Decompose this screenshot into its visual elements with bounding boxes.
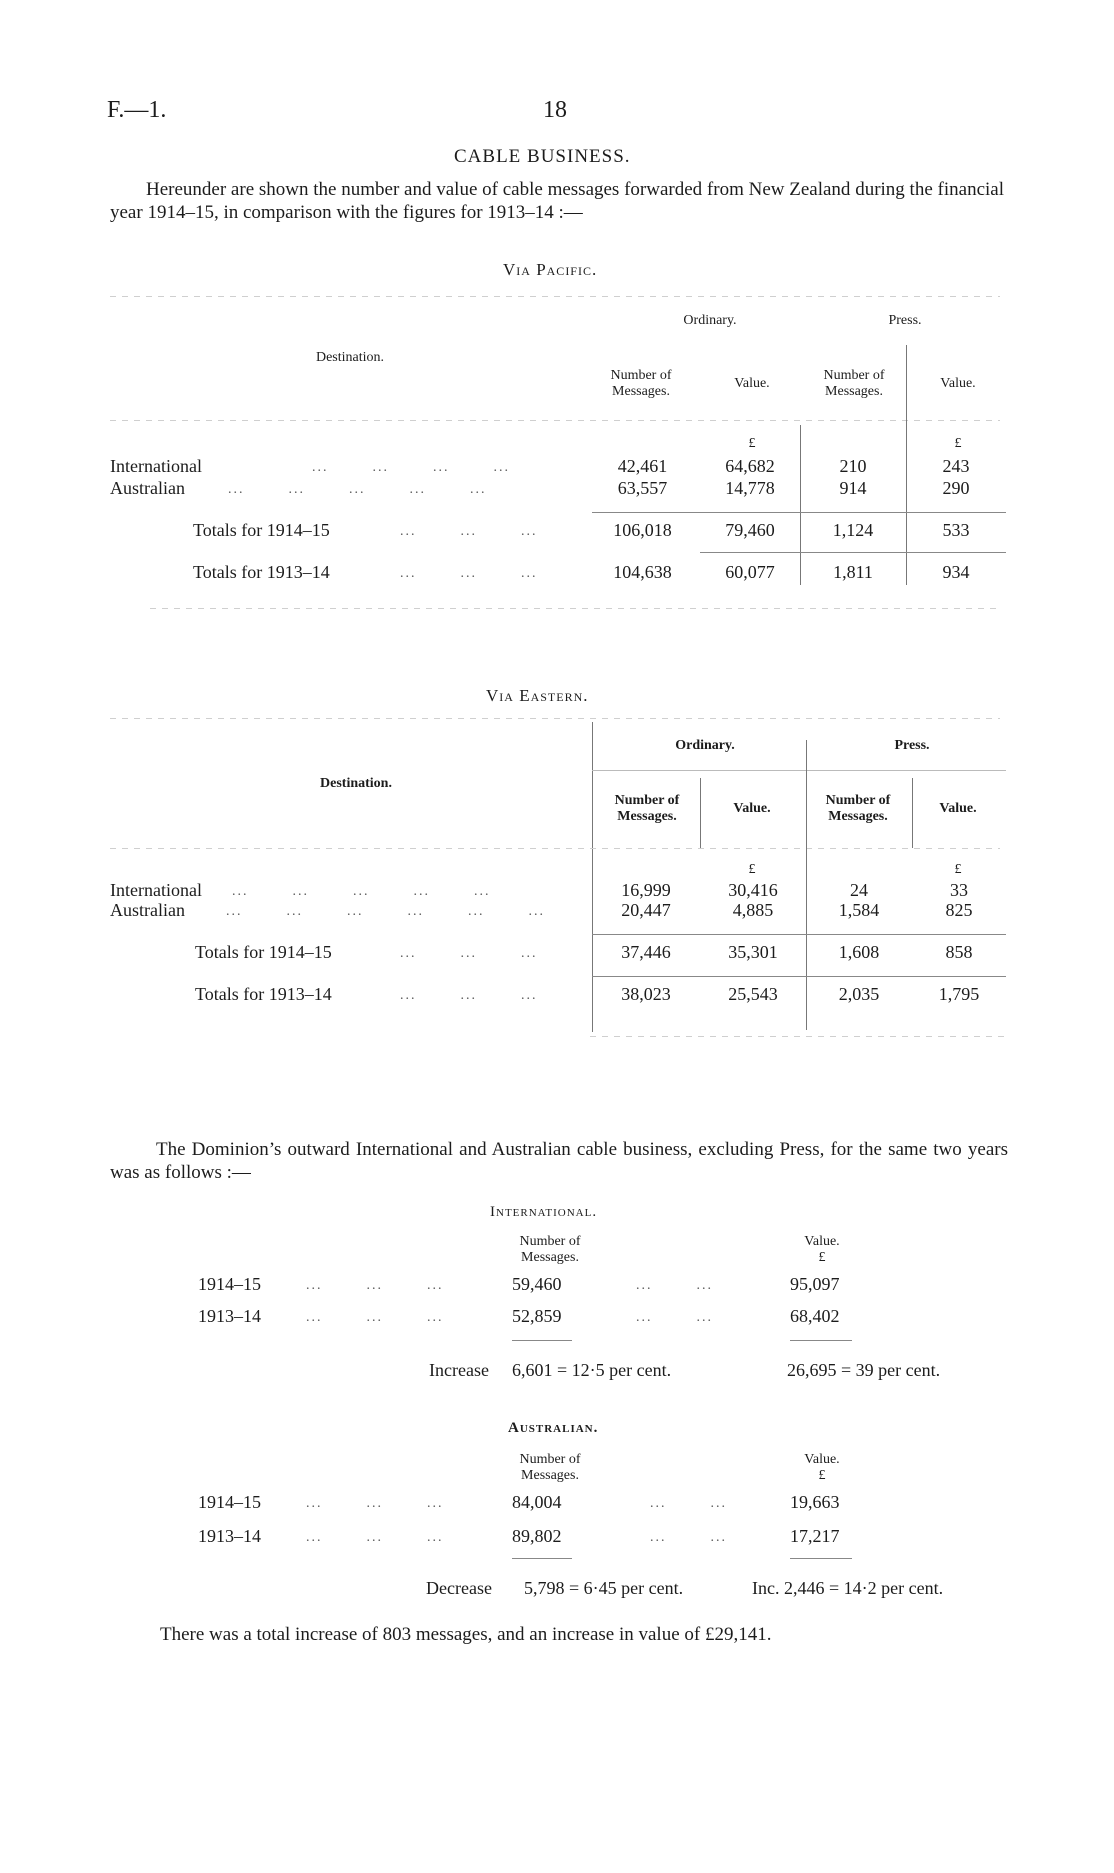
pacific-totals-rule — [700, 552, 1006, 553]
pacific-ord-value-header: Value. — [734, 376, 770, 391]
eastern-ord-num: 16,999 — [621, 880, 671, 900]
eastern-ord-currency: £ — [748, 862, 756, 877]
pacific-ord-currency: £ — [748, 436, 756, 451]
eastern-bottom-rule — [590, 1036, 1006, 1037]
eastern-caption: Via Eastern. — [486, 686, 589, 705]
eastern-total-press-num: 1,608 — [838, 942, 880, 962]
summary-paragraph: The Dominion’s outward International and Australian cable business, excluding Press, for the same two years was as follows :— — [110, 1139, 1008, 1183]
pacific-ord-num: 63,557 — [617, 478, 668, 498]
aus-val: 17,217 — [790, 1526, 840, 1546]
intl-value-header: Value. — [804, 1234, 840, 1249]
pacific-total-press-val: 533 — [942, 520, 970, 540]
report-code: F.—1. — [107, 97, 167, 123]
leader-dots: ... ... ... — [306, 1496, 444, 1511]
pacific-total-ord-num: 106,018 — [613, 520, 672, 540]
eastern-row-label: Australian — [110, 900, 185, 920]
leader-dots: ... ... ... — [306, 1310, 444, 1325]
aus-val: 19,663 — [790, 1492, 840, 1512]
aus-year: 1913–14 — [198, 1526, 261, 1546]
pacific-header-rule — [110, 420, 1000, 421]
eastern-press-currency: £ — [954, 862, 962, 877]
eastern-total-label: Totals for 1913–14 — [195, 984, 332, 1004]
pacific-row-label: International — [110, 456, 202, 476]
eastern-row-label: International — [110, 880, 202, 900]
aus-change-num: 5,798 = 6·45 per cent. — [524, 1578, 684, 1598]
intl-val: 95,097 — [790, 1274, 840, 1294]
eastern-totals-rule — [592, 976, 1006, 977]
eastern-header-rule — [110, 848, 1000, 849]
pacific-press-num: 210 — [839, 456, 867, 476]
eastern-press-number-header: Number of Messages. — [825, 793, 891, 824]
pacific-ord-val: 14,778 — [725, 478, 775, 498]
eastern-total-press-val: 858 — [945, 942, 973, 962]
pacific-top-rule — [110, 296, 1000, 297]
pacific-ord-val: 64,682 — [725, 456, 775, 476]
leader-dots: ... ... ... ... ... — [232, 884, 491, 899]
eastern-ord-number-header: Number of Messages. — [614, 793, 680, 824]
pacific-total-press-num: 1,811 — [833, 562, 873, 582]
eastern-ord-val: 4,885 — [732, 900, 774, 920]
leader-dots: ... ... ... ... — [312, 460, 510, 475]
eastern-group-rule — [592, 770, 1006, 771]
eastern-total-ord-num: 38,023 — [621, 984, 671, 1004]
pacific-divider-1 — [800, 425, 801, 585]
page-number: 18 — [543, 97, 567, 123]
eastern-press-val: 33 — [950, 880, 968, 900]
eastern-ord-val: 30,416 — [728, 880, 778, 900]
aus-change-label: Decrease — [426, 1578, 492, 1598]
leader-dots: ... ... ... — [400, 524, 538, 539]
pacific-total-ord-num: 104,638 — [613, 562, 672, 582]
intro-paragraph: Hereunder are shown the number and value of cable messages forwarded from New Zealand during the financial year 1914–15, in comparison with the figures for 1913–14 :— — [110, 179, 1004, 223]
eastern-destination-header: Destination. — [320, 776, 392, 791]
aus-num: 84,004 — [512, 1492, 562, 1512]
australian-caption: Australian. — [508, 1420, 599, 1436]
eastern-ord-num: 20,447 — [621, 900, 671, 920]
pacific-total-ord-val: 79,460 — [725, 520, 775, 540]
intl-number-header: Number of Messages. — [519, 1234, 581, 1265]
pacific-total-ord-val: 60,077 — [725, 562, 775, 582]
eastern-divider-3 — [912, 778, 913, 848]
pacific-press-value-header: Value. — [940, 376, 976, 391]
leader-dots: ... ... ... — [306, 1278, 444, 1293]
eastern-press-header: Press. — [894, 738, 930, 753]
pacific-press-val: 243 — [942, 456, 970, 476]
eastern-total-ord-val: 35,301 — [728, 942, 778, 962]
leader-dots: ... ... — [650, 1530, 727, 1545]
pacific-press-header: Press. — [888, 313, 922, 328]
intl-change-num: 6,601 = 12·5 per cent. — [512, 1360, 672, 1380]
pacific-destination-header: Destination. — [315, 350, 385, 365]
aus-number-header: Number of Messages. — [519, 1452, 581, 1483]
aus-currency: £ — [818, 1468, 826, 1483]
eastern-total-label: Totals for 1914–15 — [195, 942, 332, 962]
intl-change-val: 26,695 = 39 per cent. — [787, 1360, 941, 1380]
eastern-ord-value-header: Value. — [733, 801, 771, 816]
intl-sum-rule — [512, 1340, 572, 1341]
pacific-ord-number-header: Number of Messages. — [610, 368, 672, 399]
intl-change-label: Increase — [429, 1360, 489, 1380]
eastern-total-press-num: 2,035 — [838, 984, 880, 1004]
leader-dots: ... ... — [650, 1496, 727, 1511]
aus-change-val: Inc. 2,446 = 14·2 per cent. — [752, 1578, 944, 1598]
closing-paragraph: There was a total increase of 803 messages, and an increase in value of £29,141. — [160, 1624, 772, 1645]
aus-value-header: Value. — [804, 1452, 840, 1467]
intl-year: 1913–14 — [198, 1306, 261, 1326]
leader-dots: ... ... ... ... ... ... — [226, 904, 545, 919]
intl-currency: £ — [818, 1250, 826, 1265]
page-title: CABLE BUSINESS. — [454, 146, 631, 167]
pacific-totals-rule — [592, 512, 1006, 513]
pacific-ord-num: 42,461 — [617, 456, 668, 476]
leader-dots: ... ... ... — [400, 988, 538, 1003]
aus-year: 1914–15 — [198, 1492, 261, 1512]
pacific-press-val: 290 — [942, 478, 970, 498]
intl-num: 52,859 — [512, 1306, 562, 1326]
pacific-ordinary-header: Ordinary. — [683, 313, 737, 328]
pacific-row-label: Australian — [110, 478, 185, 498]
leader-dots: ... ... ... ... ... — [228, 482, 487, 497]
eastern-divider-1 — [700, 778, 701, 848]
aus-num: 89,802 — [512, 1526, 562, 1546]
leader-dots: ... ... — [636, 1278, 713, 1293]
pacific-caption: Via Pacific. — [503, 260, 598, 279]
intl-val: 68,402 — [790, 1306, 840, 1326]
leader-dots: ... ... ... — [306, 1530, 444, 1545]
leader-dots: ... ... ... — [400, 566, 538, 581]
eastern-total-ord-val: 25,543 — [728, 984, 778, 1004]
intl-year: 1914–15 — [198, 1274, 261, 1294]
eastern-press-num: 1,584 — [838, 900, 880, 920]
pacific-bottom-rule — [150, 608, 1000, 609]
leader-dots: ... ... — [636, 1310, 713, 1325]
eastern-press-num: 24 — [850, 880, 868, 900]
eastern-press-value-header: Value. — [939, 801, 977, 816]
eastern-total-press-val: 1,795 — [938, 984, 980, 1004]
pacific-press-number-header: Number of Messages. — [823, 368, 885, 399]
pacific-total-press-num: 1,124 — [832, 520, 874, 540]
eastern-totals-rule — [592, 934, 1006, 935]
intl-num: 59,460 — [512, 1274, 562, 1294]
pacific-total-label: Totals for 1914–15 — [193, 520, 330, 540]
international-caption: International. — [490, 1204, 598, 1220]
eastern-press-val: 825 — [945, 900, 973, 920]
pacific-press-currency: £ — [954, 436, 962, 451]
leader-dots: ... ... ... — [400, 946, 538, 961]
aus-sum-rule — [512, 1558, 572, 1559]
eastern-top-rule — [110, 718, 1000, 719]
pacific-total-press-val: 934 — [942, 562, 970, 582]
aus-sum-rule — [790, 1558, 852, 1559]
eastern-ordinary-header: Ordinary. — [675, 738, 735, 753]
eastern-total-ord-num: 37,446 — [621, 942, 671, 962]
pacific-press-num: 914 — [839, 478, 867, 498]
pacific-total-label: Totals for 1913–14 — [193, 562, 330, 582]
intl-sum-rule — [790, 1340, 852, 1341]
